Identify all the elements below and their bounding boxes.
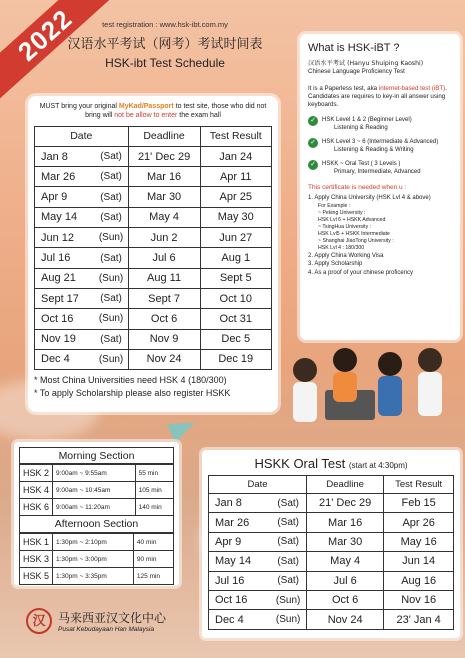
exam-row [20,482,174,499]
example-line: HSK Lvl 6 + HSKK Advanced [318,216,386,223]
use-item: 4. As a proof of your chinese proficency [308,269,414,276]
row-date: Mar 26 [209,513,271,532]
table-row [35,228,272,248]
level-text [322,160,421,176]
row-deadline: May 4 [128,207,200,227]
row-result: Apr 25 [200,187,272,207]
row-day: (Sat) [270,552,306,571]
exam-duration: 40 min [133,534,173,551]
row-date: Sept 17 [35,288,95,308]
col-result: Test Result [200,126,272,146]
info-en-line: Chinese Language Proficiency Test [308,68,405,76]
row-date: Oct 16 [209,590,271,609]
row-day: (Sat) [270,494,306,513]
row-result: 23' Jan 4 [384,610,454,629]
level-title: HSKK ~ Oral Test ( 3 Levels ) [322,161,401,168]
row-day: (Sun) [270,610,306,629]
table-row [209,571,454,590]
morning-section-title: Morning Section [19,447,174,464]
org-name-cn: 马来西亚汉文化中心 [58,611,167,625]
row-result: Feb 15 [384,494,454,513]
row-day: (Sat) [94,329,128,349]
exam-times-panel [14,442,179,586]
row-deadline: Sept 7 [128,288,200,308]
row-day: (Sun) [270,590,306,609]
id-notice [34,102,272,121]
exam-time: 9:00am ~ 11:20am [53,499,136,516]
row-deadline: 21' Dec 29 [307,494,384,513]
row-deadline: Oct 6 [128,309,200,329]
uses-list [308,194,452,277]
col-deadline: Deadline [128,126,200,146]
exam-level: HSK 5 [20,568,53,585]
row-date: Nov 19 [35,329,95,349]
exam-duration: 105 min [135,482,173,499]
row-date: Oct 16 [35,309,95,329]
example-line: ~ TsingHua University : [318,223,372,230]
row-day: (Sun) [94,228,128,248]
exam-row [20,534,174,551]
morning-table [19,464,174,516]
row-day: (Sun) [94,349,128,369]
exam-time: 1:30pm ~ 3:00pm [53,551,134,568]
check-icon: ✓ [308,138,318,148]
exam-duration: 125 min [133,568,173,585]
organization-logo [26,608,166,634]
exam-time: 9:00am ~ 10:45am [53,482,136,499]
example-line: ~ Peking University : [318,209,366,216]
level-item [308,116,452,132]
info-heading: What is HSK-iBT ? [308,42,400,54]
what-is-hsk-panel [300,34,460,340]
exam-row [20,551,174,568]
exam-level: HSK 3 [20,551,53,568]
row-deadline: Jun 2 [128,228,200,248]
row-deadline: Jul 6 [128,248,200,268]
example-line: For Example : [318,202,351,209]
table-row [35,167,272,187]
row-date: Jun 12 [35,228,95,248]
table-row [35,248,272,268]
oral-title [208,456,454,471]
row-result: Oct 10 [200,288,272,308]
registration-link[interactable]: test registration : www.hsk-ibt.com.my [102,20,228,29]
use-item: 1. Apply China University (HSK Lvl 4 & above) [308,195,431,202]
students-illustration [285,330,455,445]
table-row [35,288,272,308]
schedule-table [34,126,272,370]
row-date: May 14 [35,207,95,227]
row-date: Dec 4 [209,610,271,629]
desc-ibt: internet-based test (iBT) [378,84,446,92]
header [40,20,290,70]
row-result: Oct 31 [200,309,272,329]
exam-row [20,499,174,516]
exam-level: HSK 6 [20,499,53,516]
row-deadline: 21' Dec 29 [128,146,200,166]
level-title: HSK Level 1 & 2 (Beginner Level) [322,116,412,123]
row-day: (Sat) [94,187,128,207]
notice-text: MUST bring your original [39,103,119,110]
example-line: HSK Lvl 4 : 180/300 [318,244,365,251]
org-name-ms: Pusat Kebudayaan Han Malaysia [58,626,155,633]
note: * Most China Universities need HSK 4 (180/300) [34,375,227,386]
col-date: Date [35,126,129,146]
table-row [209,610,454,629]
row-result: Nov 16 [384,590,454,609]
table-row [209,590,454,609]
row-day: (Sat) [94,146,128,166]
note: * To apply Scholarship please also register HSKK [34,388,231,399]
row-deadline: May 4 [307,552,384,571]
info-cn-line: 汉语水平考试 (Hanyu Shuiping Kaoshi) [308,60,424,67]
row-result: Aug 16 [384,571,454,590]
level-sub: Primary, Intermediate, Advanced [334,169,421,176]
row-deadline: Jul 6 [307,571,384,590]
row-result: Jun 27 [200,228,272,248]
row-result: Jun 14 [384,552,454,571]
exam-duration: 90 min [133,551,173,568]
notice-id: MyKad/Passport [118,103,174,110]
table-row [35,309,272,329]
row-result: Jan 24 [200,146,272,166]
col-result: Test Result [384,476,454,494]
notice-text: the exam hall [177,112,221,120]
row-day: (Sat) [94,288,128,308]
exam-time: 1:30pm ~ 3:35pm [53,568,134,585]
exam-row [20,465,174,482]
table-row [35,268,272,288]
use-item: 2. Apply China Working Visa [308,252,384,259]
exam-duration: 55 min [135,465,173,482]
row-date: Dec 4 [35,349,95,369]
level-title: HSK Level 3 ~ 6 (Intermediate & Advanced) [322,138,439,145]
row-date: Jul 16 [35,248,95,268]
table-row [35,207,272,227]
table-row [35,187,272,207]
row-deadline: Mar 30 [128,187,200,207]
check-icon: ✓ [308,160,318,170]
row-result: May 30 [200,207,272,227]
needed-heading: This certificate is needed when u : [308,184,407,192]
row-day: (Sat) [270,532,306,551]
table-row [209,494,454,513]
row-day: (Sat) [94,207,128,227]
row-date: Jul 16 [209,571,271,590]
row-deadline: Oct 6 [307,590,384,609]
exam-time: 9:00am ~ 9:55am [53,465,136,482]
example-line: HSK Lvl5 + HSKK Intermediate [318,230,390,237]
row-date: Apr 9 [35,187,95,207]
row-day: (Sun) [94,268,128,288]
exam-row [20,568,174,585]
row-deadline: Mar 30 [307,532,384,551]
level-sub: Listening & Reading & Writing [334,147,414,154]
use-item: 3. Apply Scholarship [308,261,363,268]
row-deadline: Mar 16 [307,513,384,532]
afternoon-table [19,533,174,585]
exam-level: HSK 1 [20,534,53,551]
oral-table [208,475,454,630]
example-line: ~ Shanghai JiaoTong University : [318,237,394,244]
title-chinese: 汉语水平考试（网考）考试时间表 [67,37,263,52]
row-result: Dec 5 [200,329,272,349]
afternoon-section-title: Afternoon Section [19,516,174,533]
row-date: Aug 21 [35,268,95,288]
level-item [308,160,452,176]
test-schedule-panel [28,96,278,412]
oral-start: (start at 4:30pm) [348,461,408,470]
row-day: (Sat) [94,167,128,187]
row-deadline: Nov 24 [128,349,200,369]
exam-duration: 140 min [135,499,173,516]
info-description [308,85,452,110]
table-row [35,146,272,166]
desc-text: . Candidates are requires to key-in all answer using keyboards. [308,84,447,109]
row-deadline: Nov 9 [128,329,200,349]
table-row [35,329,272,349]
level-item [308,138,452,154]
row-date: Mar 26 [35,167,95,187]
row-result: Aug 1 [200,248,272,268]
row-result: Apr 11 [200,167,272,187]
col-date: Date [209,476,307,494]
exam-level: HSK 2 [20,465,53,482]
exam-level: HSK 4 [20,482,53,499]
levels-list [308,116,452,177]
examples [308,203,452,252]
row-day: (Sat) [94,248,128,268]
row-day: (Sat) [270,513,306,532]
col-deadline: Deadline [307,476,384,494]
schedule-notes [34,374,272,400]
paper-plane-icon [167,413,199,442]
table-row [209,552,454,571]
row-date: Apr 9 [209,532,271,551]
row-deadline: Nov 24 [307,610,384,629]
level-text [322,138,438,154]
row-date: Jan 8 [35,146,95,166]
row-day: (Sun) [94,309,128,329]
row-date: Jan 8 [209,494,271,513]
year-ribbon: 2022 [0,0,120,105]
row-result: Sept 5 [200,268,272,288]
notice-warning: not be allow to enter [114,112,178,120]
level-text [322,116,412,132]
table-row [35,349,272,369]
logo-icon: 汉 [26,608,52,634]
row-deadline: Mar 16 [128,167,200,187]
hskk-oral-panel [202,450,460,638]
title-english: HSK-ibt Test Schedule [105,56,225,70]
notice-text: to test site, those who did not bring will [85,103,267,120]
check-icon: ✓ [308,116,318,126]
table-row [209,513,454,532]
oral-title-text: HSKK Oral Test [254,456,346,471]
level-sub: Listening & Reading [334,124,388,131]
table-row [209,532,454,551]
row-deadline: Aug 11 [128,268,200,288]
row-date: May 14 [209,552,271,571]
row-result: Dec 19 [200,349,272,369]
exam-time: 1:30pm ~ 2:10pm [53,534,134,551]
row-result: May 16 [384,532,454,551]
row-result: Apr 26 [384,513,454,532]
row-day: (Sat) [270,571,306,590]
desc-text: It is a Paperless test, aka [308,84,379,92]
